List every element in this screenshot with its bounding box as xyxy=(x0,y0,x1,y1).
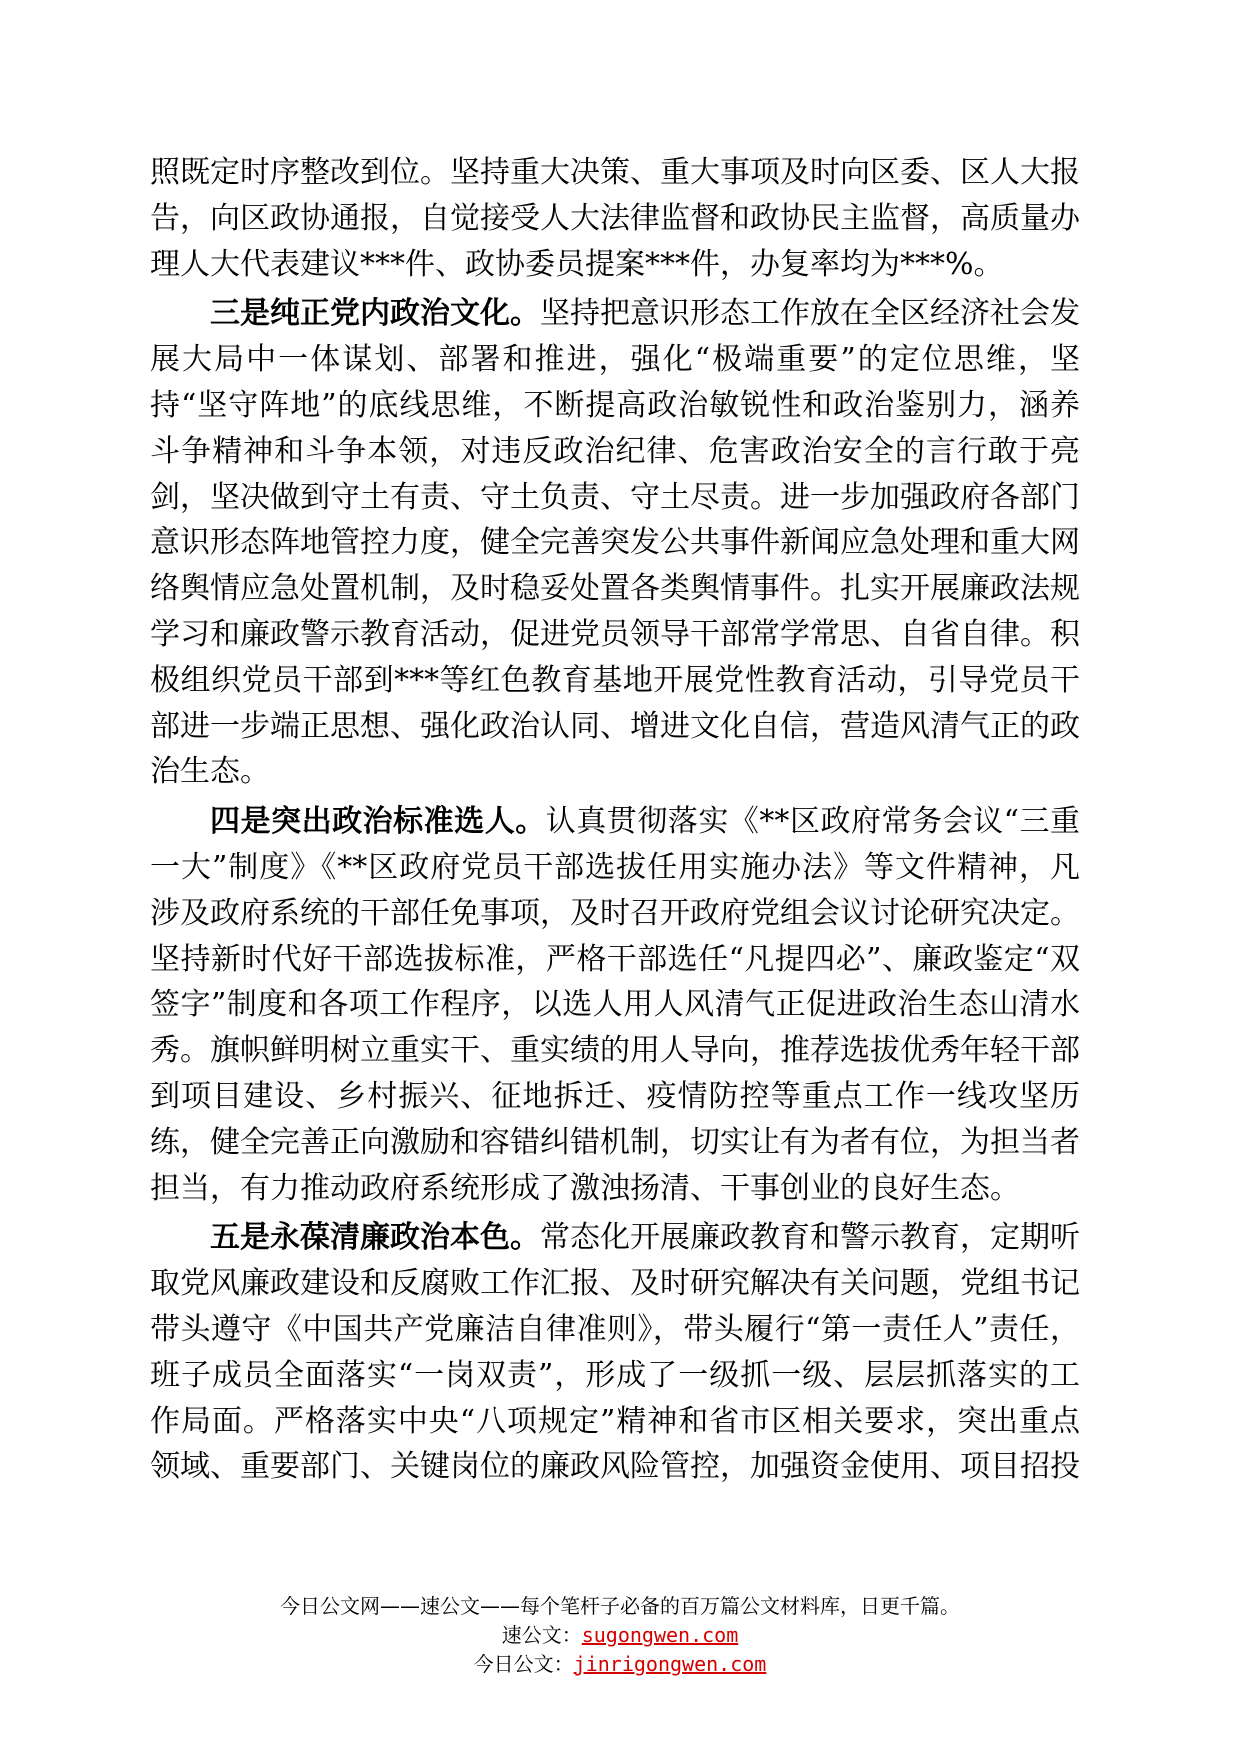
paragraph-text: 照既定时序整改到位。坚持重大决策、重大事项及时向区委、区人大报告，向区政协通报，自觉接受人大法律监督和政协民主监督，高质量办理人大代表建议***件、政协委员提案***件，办复率均为***%。 xyxy=(150,155,1080,282)
paragraph-political-culture xyxy=(150,291,1080,795)
footer-site-link-2[interactable]: jinrigongwen.com xyxy=(573,1652,767,1676)
footer-site-line-2 xyxy=(0,1650,1240,1679)
paragraph-heading: 四是突出政治标准选人。 xyxy=(210,804,546,840)
paragraph-text: 坚持把意识形态工作放在全区经济社会发展大局中一体谋划、部署和推进，强化“极端重要”的定位思维，坚持“坚守阵地”的底线思维，不断提高政治敏锐性和政治鉴别力，涵养斗争精神和斗争本领，对违反政治纪律、危害政治安全的言行敢于亮剑，坚决做到守土有责、守土负责、守土尽责。进一步加强政府各部门意识形态阵地管控力度，健全完善突发公共事件新闻应急处理和重大网络舆情应急处置机制，及时稳妥处置各类舆情事件。扎实开展廉政法规学习和廉政警示教育活动，促进党员领导干部常学常思、自省自律。积极组织党员干部到***等红色教育基地开展党性教育活动，引导党员干部进一步端正思想、强化政治认同、增进文化自信，营造风清气正的政治生态。 xyxy=(150,296,1080,790)
paragraph-text: 常态化开展廉政教育和警示教育，定期听取党风廉政建设和反腐败工作汇报、及时研究解决有关问题，党组书记带头遵守《中国共产党廉洁自律准则》，带头履行“第一责任人”责任，班子成员全面落实“一岗双责”，形成了一级抓一级、层层抓落实的工作局面。严格落实中央“八项规定”精神和省市区相关要求，突出重点领域、重要部门、关键岗位的廉政风险管控，加强资金使用、项目招投 xyxy=(150,1220,1080,1485)
paragraph-integrity xyxy=(150,1215,1080,1490)
paragraph-continuation xyxy=(150,150,1080,287)
footer-site-label: 速公文： xyxy=(501,1623,582,1647)
paragraph-text: 认真贯彻落实《**区政府常务会议“三重一大”制度》《**区政府党员干部选拔任用实施办法》等文件精神，凡涉及政府系统的干部任免事项，及时召开政府党组会议讨论研究决定。坚持新时代好干部选拔标准，严格干部选任“凡提四必”、廉政鉴定“双签字”制度和各项工作程序，以选人用人风清气正促进政治生态山清水秀。旗帜鲜明树立重实干、重实绩的用人导向，推荐选拔优秀年轻干部到项目建设、乡村振兴、征地拆迁、疫情防控等重点工作一线攻坚历练，健全完善正向激励和容错纠错机制，切实让有为者有位，为担当者担当，有力推动政府系统形成了激浊扬清、干事创业的良好生态。 xyxy=(150,804,1081,1206)
footer-tagline: 今日公文网——速公文——每个笔杆子必备的百万篇公文材料库，日更千篇。 xyxy=(280,1594,960,1618)
footer-site-link[interactable]: sugongwen.com xyxy=(581,1623,739,1647)
paragraph-cadre-selection xyxy=(150,799,1080,1211)
footer-site-line xyxy=(0,1621,1240,1650)
paragraph-heading: 三是纯正党内政治文化。 xyxy=(210,296,540,332)
paragraph-heading: 五是永葆清廉政治本色。 xyxy=(210,1220,540,1256)
page-footer xyxy=(0,1592,1240,1679)
document-body xyxy=(150,150,1080,1494)
footer-site-label-2: 今日公文： xyxy=(473,1652,574,1676)
